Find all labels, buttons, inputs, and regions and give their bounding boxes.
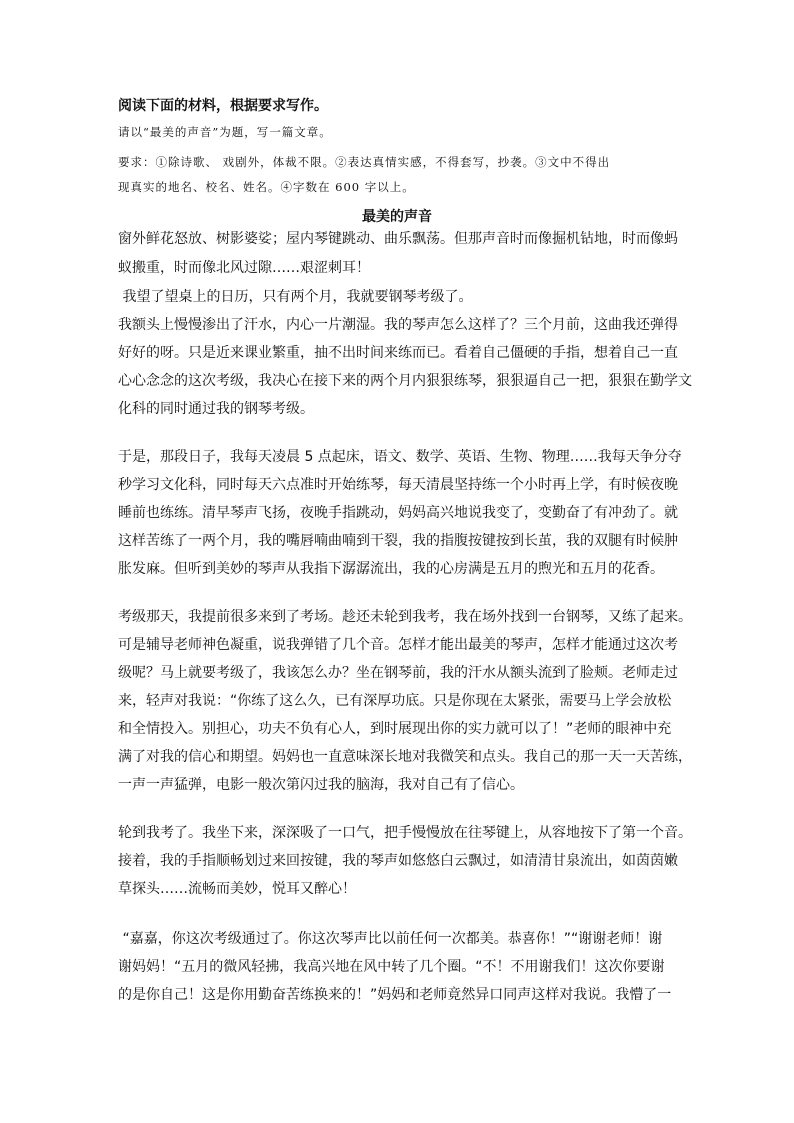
essay-line: 睡前也练练。清早琴声飞扬，夜晚手指跳动，妈妈高兴地说我变了，变勤奋了有冲劲了。就	[118, 505, 678, 521]
essay-line: 满了对我的信心和期望。妈妈也一直意味深长地对我微笑和点头。我自己的那一天一天苦练，	[118, 749, 692, 765]
essay-line: 心心念念的这次考级，我决心在接下来的两个月内狠狠练琴，狠狠逼自己一把，狠狠在勤学文	[118, 373, 692, 389]
essay-title: 最美的声音	[362, 209, 432, 225]
essay-line: 于是，那段日子，我每天凌晨 5 点起床，语文、数学、英语、生物、物理……我每天争分夺	[118, 449, 682, 465]
essay-line: “嘉嘉，你这次考级通过了。你这次琴声比以前任何一次都美。恭喜你！”“谢谢老师！谢	[118, 931, 663, 947]
essay-line: 蚁搬重，时而像北风过隙……艰涩刺耳！	[118, 260, 370, 276]
essay-line: 接着，我的手指顺畅划过来回按键，我的琴声如悠悠白云飘过，如清清甘泉流出，如茵茵嫩	[118, 853, 678, 869]
prompt-heading: 阅读下面的材料，根据要求写作。	[118, 98, 328, 114]
essay-line: 草探头……流畅而美妙，悦耳又醉心！	[118, 881, 356, 897]
prompt-instruction: 请以“最美的声音”为题，写一篇文章。	[118, 125, 332, 139]
essay-line: 好好的呀。只是近来课业繁重，抽不出时间来练而已。看着自己僵硬的手指，想着自己一直	[118, 345, 678, 361]
essay-line: 谢妈妈！“五月的微风轻拂，我高兴地在风中转了几个圈。“不！不用谢我们！这次你要谢	[118, 959, 665, 975]
essay-line: 的是你自己！这是你用勤奋苦练换来的！”妈妈和老师竟然异口同声这样对我说。我懵了一	[118, 987, 672, 1003]
essay-line: 考级那天，我提前很多来到了考场。趁还未轮到我考，我在场外找到一台钢琴，又练了起来。	[118, 609, 692, 625]
essay-line: 秒学习文化科，同时每天六点准时开始练琴，每天清晨坚持练一个小时再上学，有时候夜晚	[118, 477, 678, 493]
essay-line: 我额头上慢慢渗出了汗水，内心一片潮湿。我的琴声怎么这样了？三个月前，这曲我还弹得	[118, 317, 678, 333]
essay-line: 轮到我考了。我坐下来，深深吸了一口气，把手慢慢放在往琴键上，从容地按下了第一个音。	[118, 825, 692, 841]
essay-line: 级呢？马上就要考级了，我该怎么办？坐在钢琴前，我的汗水从额头流到了脸颊。老师走过	[118, 665, 678, 681]
essay-line: 胀发麻。但听到美妙的琴声从我指下潺潺流出，我的心房满是五月的煦光和五月的花香。	[118, 561, 664, 577]
essay-line: 和全情投入。别担心，功夫不负有心人，到时展现出你的实力就可以了！”老师的眼神中充	[118, 721, 672, 737]
essay-line: 化科的同时通过我的钢琴考级。	[118, 401, 314, 417]
essay-line: 可是辅导老师神色凝重，说我弹错了几个音。怎样才能出最美的琴声，怎样才能通过这次考	[118, 637, 678, 653]
prompt-requirement-line-2: 现真实的地名、校名、姓名。④字数在 600 字以上。	[118, 180, 415, 194]
essay-line: 我望了望桌上的日历，只有两个月，我就要钢琴考级了。	[118, 289, 473, 305]
essay-line: 窗外鲜花怒放、树影婆娑；屋内琴键跳动、曲乐飘荡。但那声音时而像掘机钻地，时而像蚂	[118, 231, 678, 247]
essay-line: 来，轻声对我说：“你练了这么久，已有深厚功底。只是你现在太紧张，需要马上学会放松	[118, 693, 672, 709]
prompt-requirement-line-1: 要求：①除诗歌、 戏剧外，体裁不限。②表达真情实感，不得套写，抄袭。③文中不得出	[118, 155, 611, 169]
essay-line: 一声一声猛弹，电影一般次第闪过我的脑海，我对自己有了信心。	[118, 777, 524, 793]
essay-line: 这样苦练了一两个月，我的嘴唇喃曲喃到干裂，我的指腹按键按到长茧，我的双腿有时候肿	[118, 533, 678, 549]
